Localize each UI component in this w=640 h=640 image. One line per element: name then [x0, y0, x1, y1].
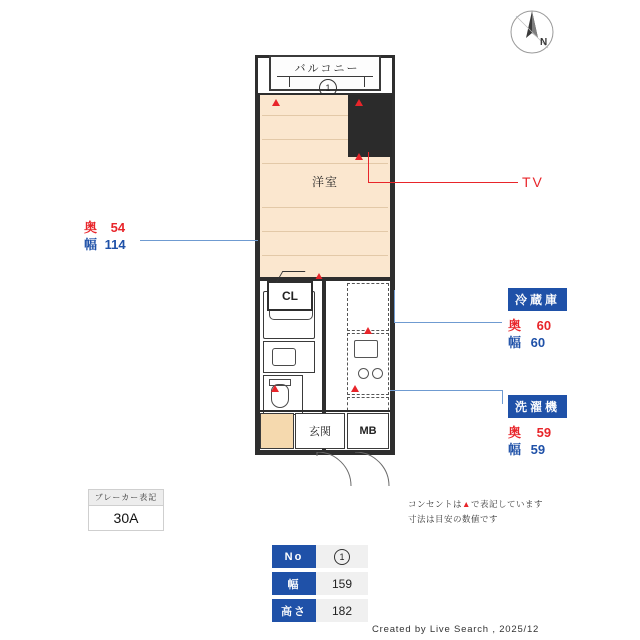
washbasin-unit [263, 341, 315, 373]
balcony-label: バルコニー [294, 63, 360, 75]
closet-depth-key: 奥 [84, 220, 98, 235]
fridge-width-key: 幅 [508, 335, 522, 350]
table-header-height: 高さ [272, 599, 316, 622]
outlet-marker [271, 385, 279, 392]
washer-depth-value: 59 [536, 425, 552, 440]
refrigerator-space [347, 283, 389, 331]
outlet-marker [272, 99, 280, 106]
closet-dimensions [84, 219, 126, 253]
closet [267, 281, 313, 311]
table-cell-height: 182 [316, 599, 368, 622]
closet-leader-line [140, 240, 258, 241]
table-cell-no-circle: 1 [334, 549, 350, 565]
tv-label: TV [522, 174, 544, 190]
closet-depth-value: 54 [110, 220, 126, 235]
balcony [269, 55, 381, 91]
washer-callout [508, 395, 567, 458]
washer-leader-vertical [502, 390, 503, 404]
credit-text: Created by Live Search , 2025/12 [372, 624, 540, 635]
washer-depth-key: 奥 [508, 425, 522, 440]
window-dimension-table [272, 545, 368, 626]
table-row [272, 572, 368, 595]
closet-width-key: 幅 [84, 237, 98, 252]
outlet-marker [355, 99, 363, 106]
floorplan [255, 55, 395, 455]
tv-leader-vertical [368, 152, 369, 183]
toilet-unit [263, 375, 303, 415]
fridge-title: 冷蔵庫 [508, 288, 567, 311]
basin-icon [272, 348, 296, 366]
entrance-door-swing [315, 452, 399, 492]
washer-leader-line [390, 390, 502, 391]
washer-width-value: 59 [530, 442, 546, 457]
note-line-1-post: で表記しています [470, 499, 543, 509]
outlet-marker [351, 385, 359, 392]
entrance-tataki [260, 413, 294, 449]
genkan-label: 玄関 [309, 426, 331, 438]
breaker-value: 30A [88, 506, 164, 531]
outlet-symbol-icon: ▲ [462, 499, 471, 509]
table-header-width: 幅 [272, 572, 316, 595]
fridge-depth-key: 奥 [508, 318, 522, 333]
table-header-no: No [272, 545, 316, 568]
breaker-title: ブレーカー表記 [88, 489, 164, 506]
legend-notes [408, 497, 543, 527]
closet-label: CL [282, 289, 298, 303]
washer-width-key: 幅 [508, 442, 522, 457]
note-line-2: 寸法は目安の数値です [408, 514, 499, 524]
fridge-depth-value: 60 [536, 318, 552, 333]
fridge-leader-line [394, 322, 502, 323]
washer-title: 洗濯機 [508, 395, 567, 418]
table-row [272, 599, 368, 622]
balcony-window-no: 1 [319, 79, 337, 97]
closet-width-value: 114 [104, 237, 126, 252]
note-line-1-pre: コンセントは [408, 499, 463, 509]
compass [504, 4, 560, 60]
burner-icon [358, 368, 369, 379]
genkan [295, 413, 345, 449]
table-cell-no [316, 545, 368, 568]
fridge-callout [508, 288, 567, 351]
note-line-1 [408, 497, 543, 512]
table-row [272, 545, 368, 568]
sink-icon [354, 340, 378, 358]
mb-label: MB [359, 425, 377, 437]
table-cell-width: 159 [316, 572, 368, 595]
fridge-leader-vertical [394, 290, 395, 323]
fridge-width-value: 60 [530, 335, 546, 350]
compass-north-label: N [540, 37, 548, 48]
outlet-marker [355, 153, 363, 160]
burner-icon [372, 368, 383, 379]
outlet-marker [364, 327, 372, 334]
meter-box [347, 413, 389, 449]
room-label: 洋室 [311, 175, 338, 189]
tv-leader-line [368, 182, 518, 183]
breaker-box [88, 489, 164, 531]
